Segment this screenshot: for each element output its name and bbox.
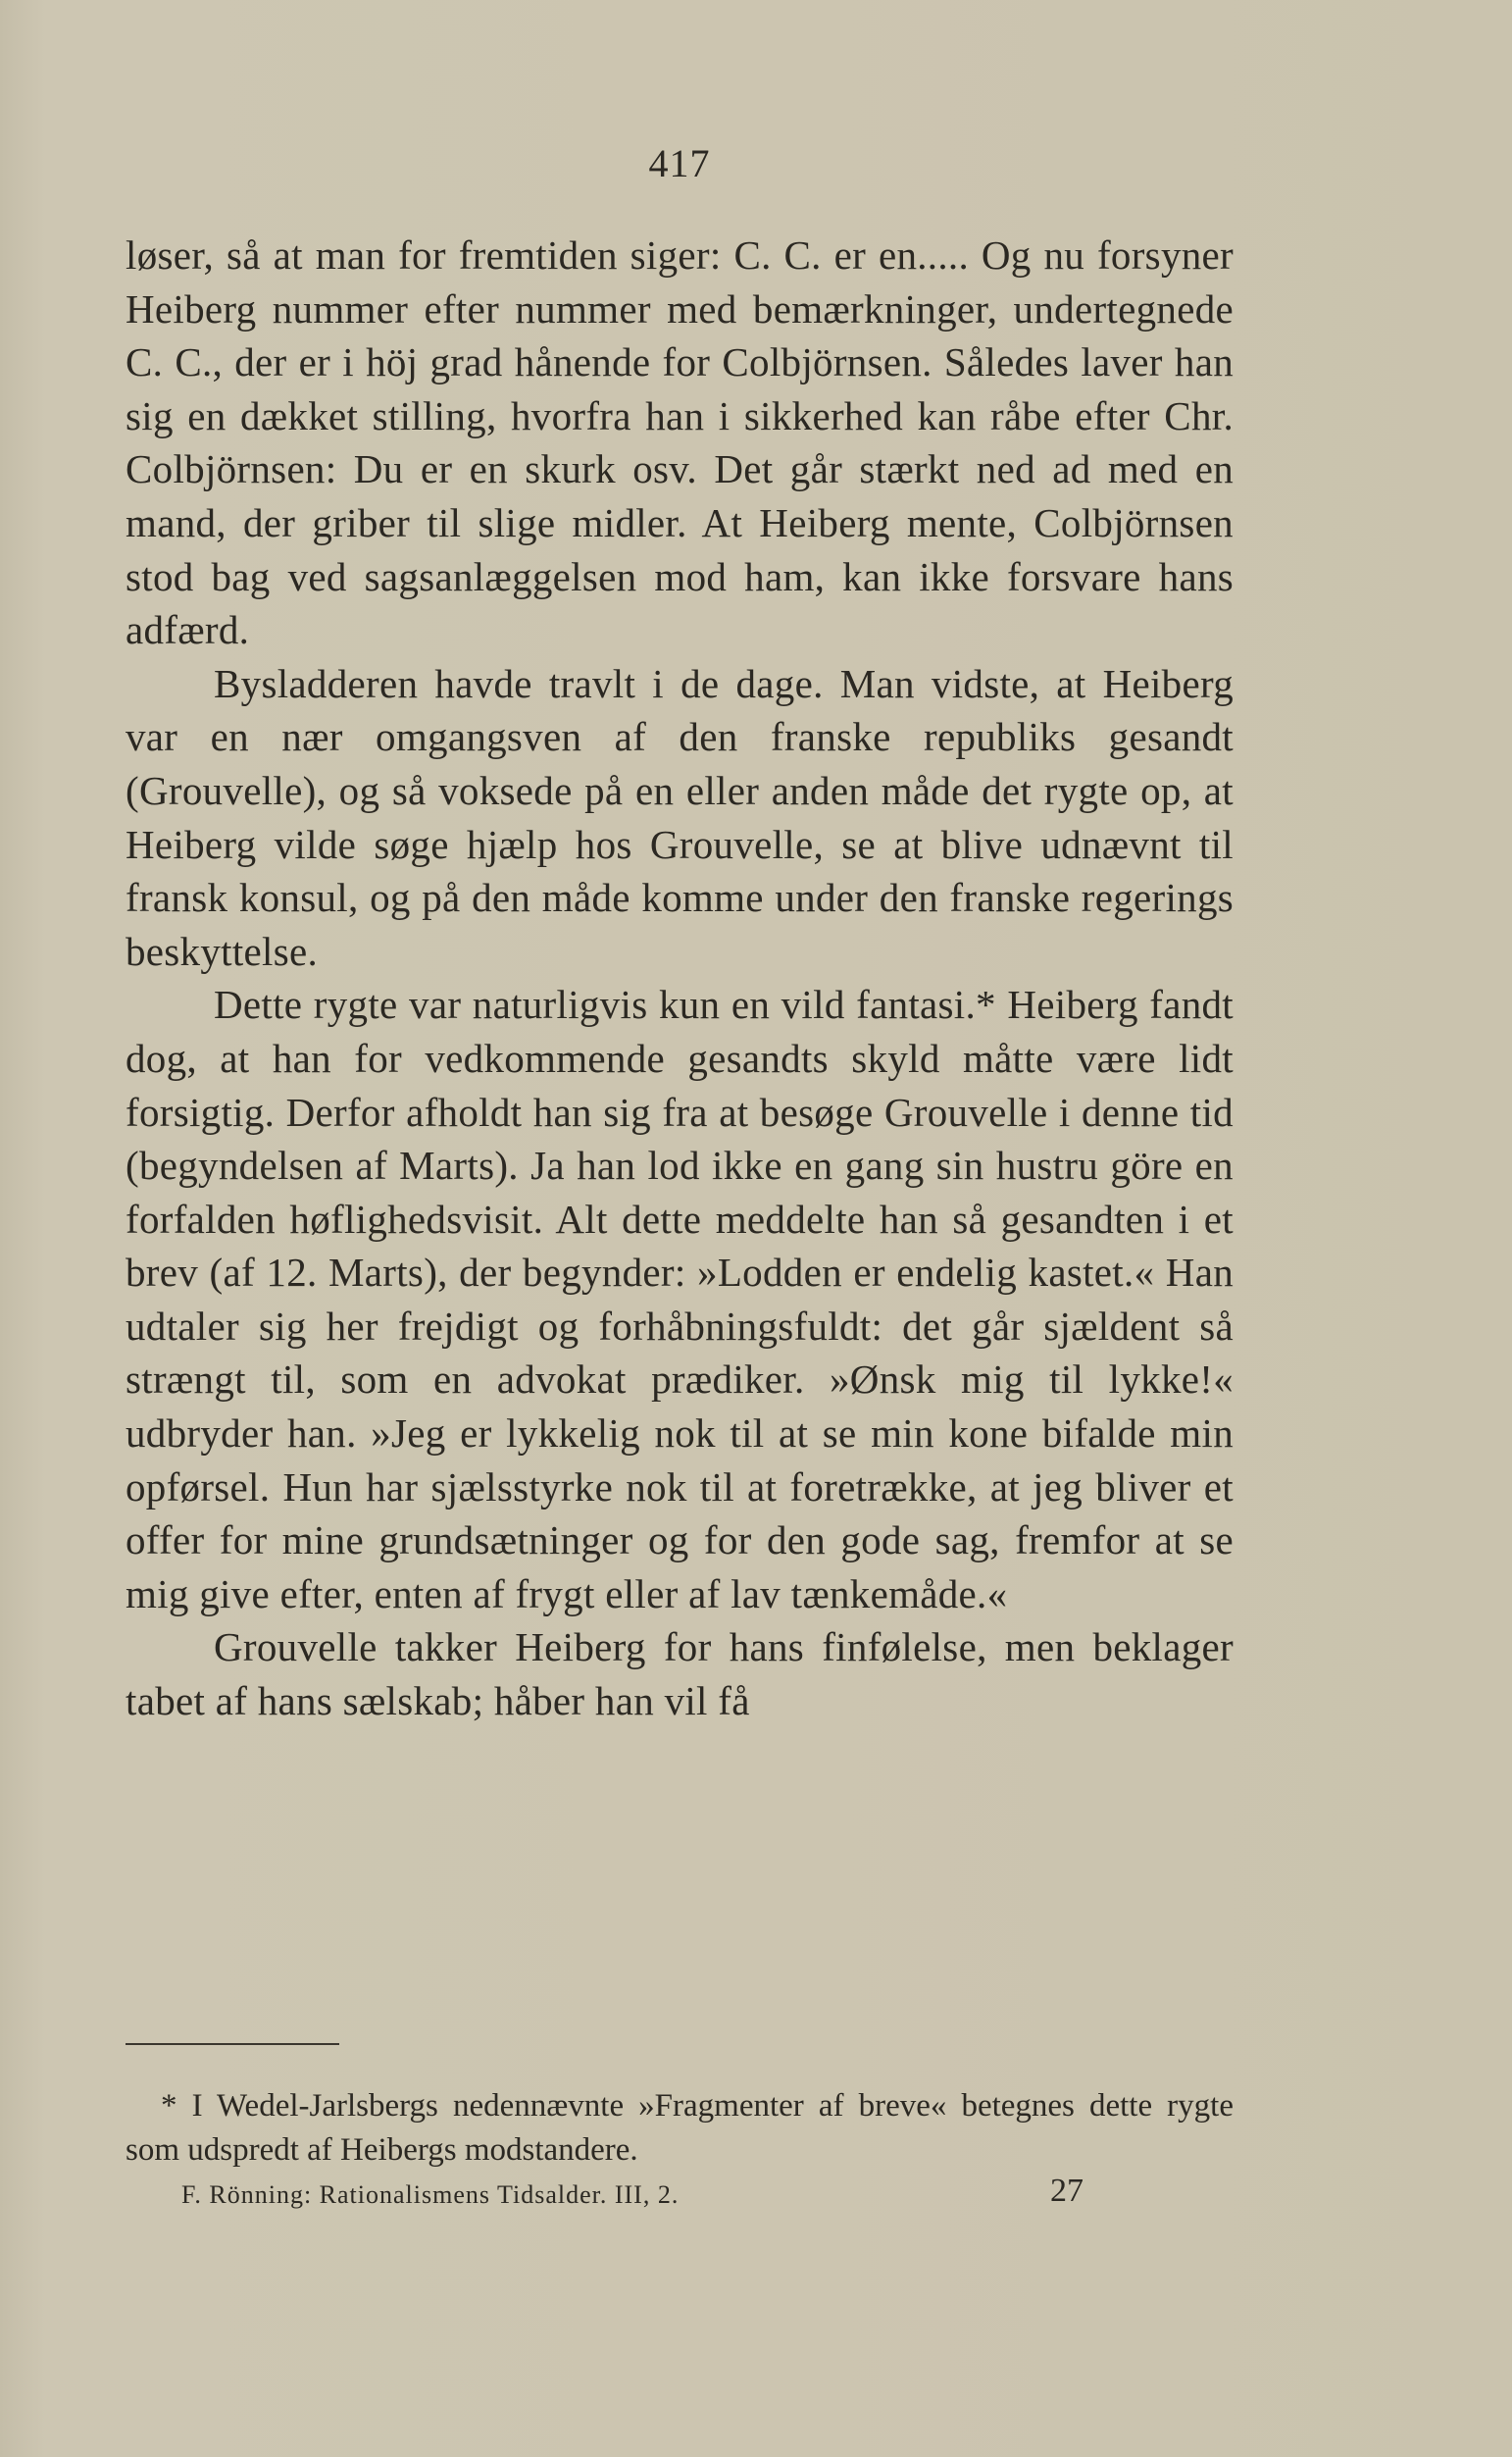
footnote	[126, 2084, 1234, 2173]
page-number: 417	[648, 141, 711, 185]
signature-mark: 27	[1050, 2173, 1084, 2209]
signature-line	[181, 2173, 1084, 2213]
paragraph-1: løser, så at man for fremtiden siger: C. C. er en..... Og nu forsyner Heiberg nummer efter nummer med bemærkninger, undertegnede C. C., der er i höj grad hånende for Colbjörnsen. Således laver han sig en dækket stilling, hvorfra han i sikkerhed kan råbe efter Chr. Colbjörnsen: Du er en skurk osv. Det går stærkt ned ad med en mand, der griber til slige midler. At Heiberg mente, Colbjörnsen stod bag ved sagsanlæggelsen mod ham, kan ikke forsvare hans adfærd.	[126, 232, 1234, 653]
footnote-divider	[126, 2043, 339, 2045]
paragraph-3: Dette rygte var naturligvis kun en vild fantasi.* Heiberg fandt dog, at han for vedkommende gesandts skyld måtte være lidt forsigtig. Derfor afholdt han sig fra at besøge Grouvelle i denne tid (begyndelsen af Marts). Ja han lod ikke en gang sin hustru göre en forfalden høflighedsvisit. Alt dette meddelte han så gesandten i et brev (af 12. Marts), der begynder: »Lodden er endelig kastet.« Han udtaler sig her frejdigt og forhåbningsfuldt: det går sjældent så strængt til, som en advokat prædiker. »Ønsk mig til lykke!« udbryder han. »Jeg er lykkelig nok til at se min kone bifalde min opførsel. Hun har sjælsstyrke nok til at foretrække, at jeg bliver et offer for mine grundsætninger og for den gode sag, fremfor at se mig give efter, enten af frygt eller af lav tænkemåde.«	[126, 982, 1234, 1616]
paragraph-2: Bysladderen havde travlt i de dage. Man vidste, at Heiberg var en nær omgangsven af den franske republiks gesandt (Grouvelle), og så voksede på en eller anden måde det rygte op, at Heiberg vilde søge hjælp hos Grouvelle, se at blive udnævnt til fransk konsul, og på den måde komme under den franske regerings beskyttelse.	[126, 660, 1234, 974]
footnote-text: * I Wedel-Jarlsbergs nedennævnte »Fragmenter af breve« betegnes dette rygte som udspredt af Heibergs modstandere.	[126, 2088, 1234, 2168]
body-text	[126, 229, 1234, 1728]
paragraph-4: Grouvelle takker Heiberg for hans finfølelse, men beklager tabet af hans sælskab; håber han vil få	[126, 1624, 1234, 1724]
signature-label: F. Rönning: Rationalismens Tidsalder. III, 2.	[181, 2180, 680, 2209]
